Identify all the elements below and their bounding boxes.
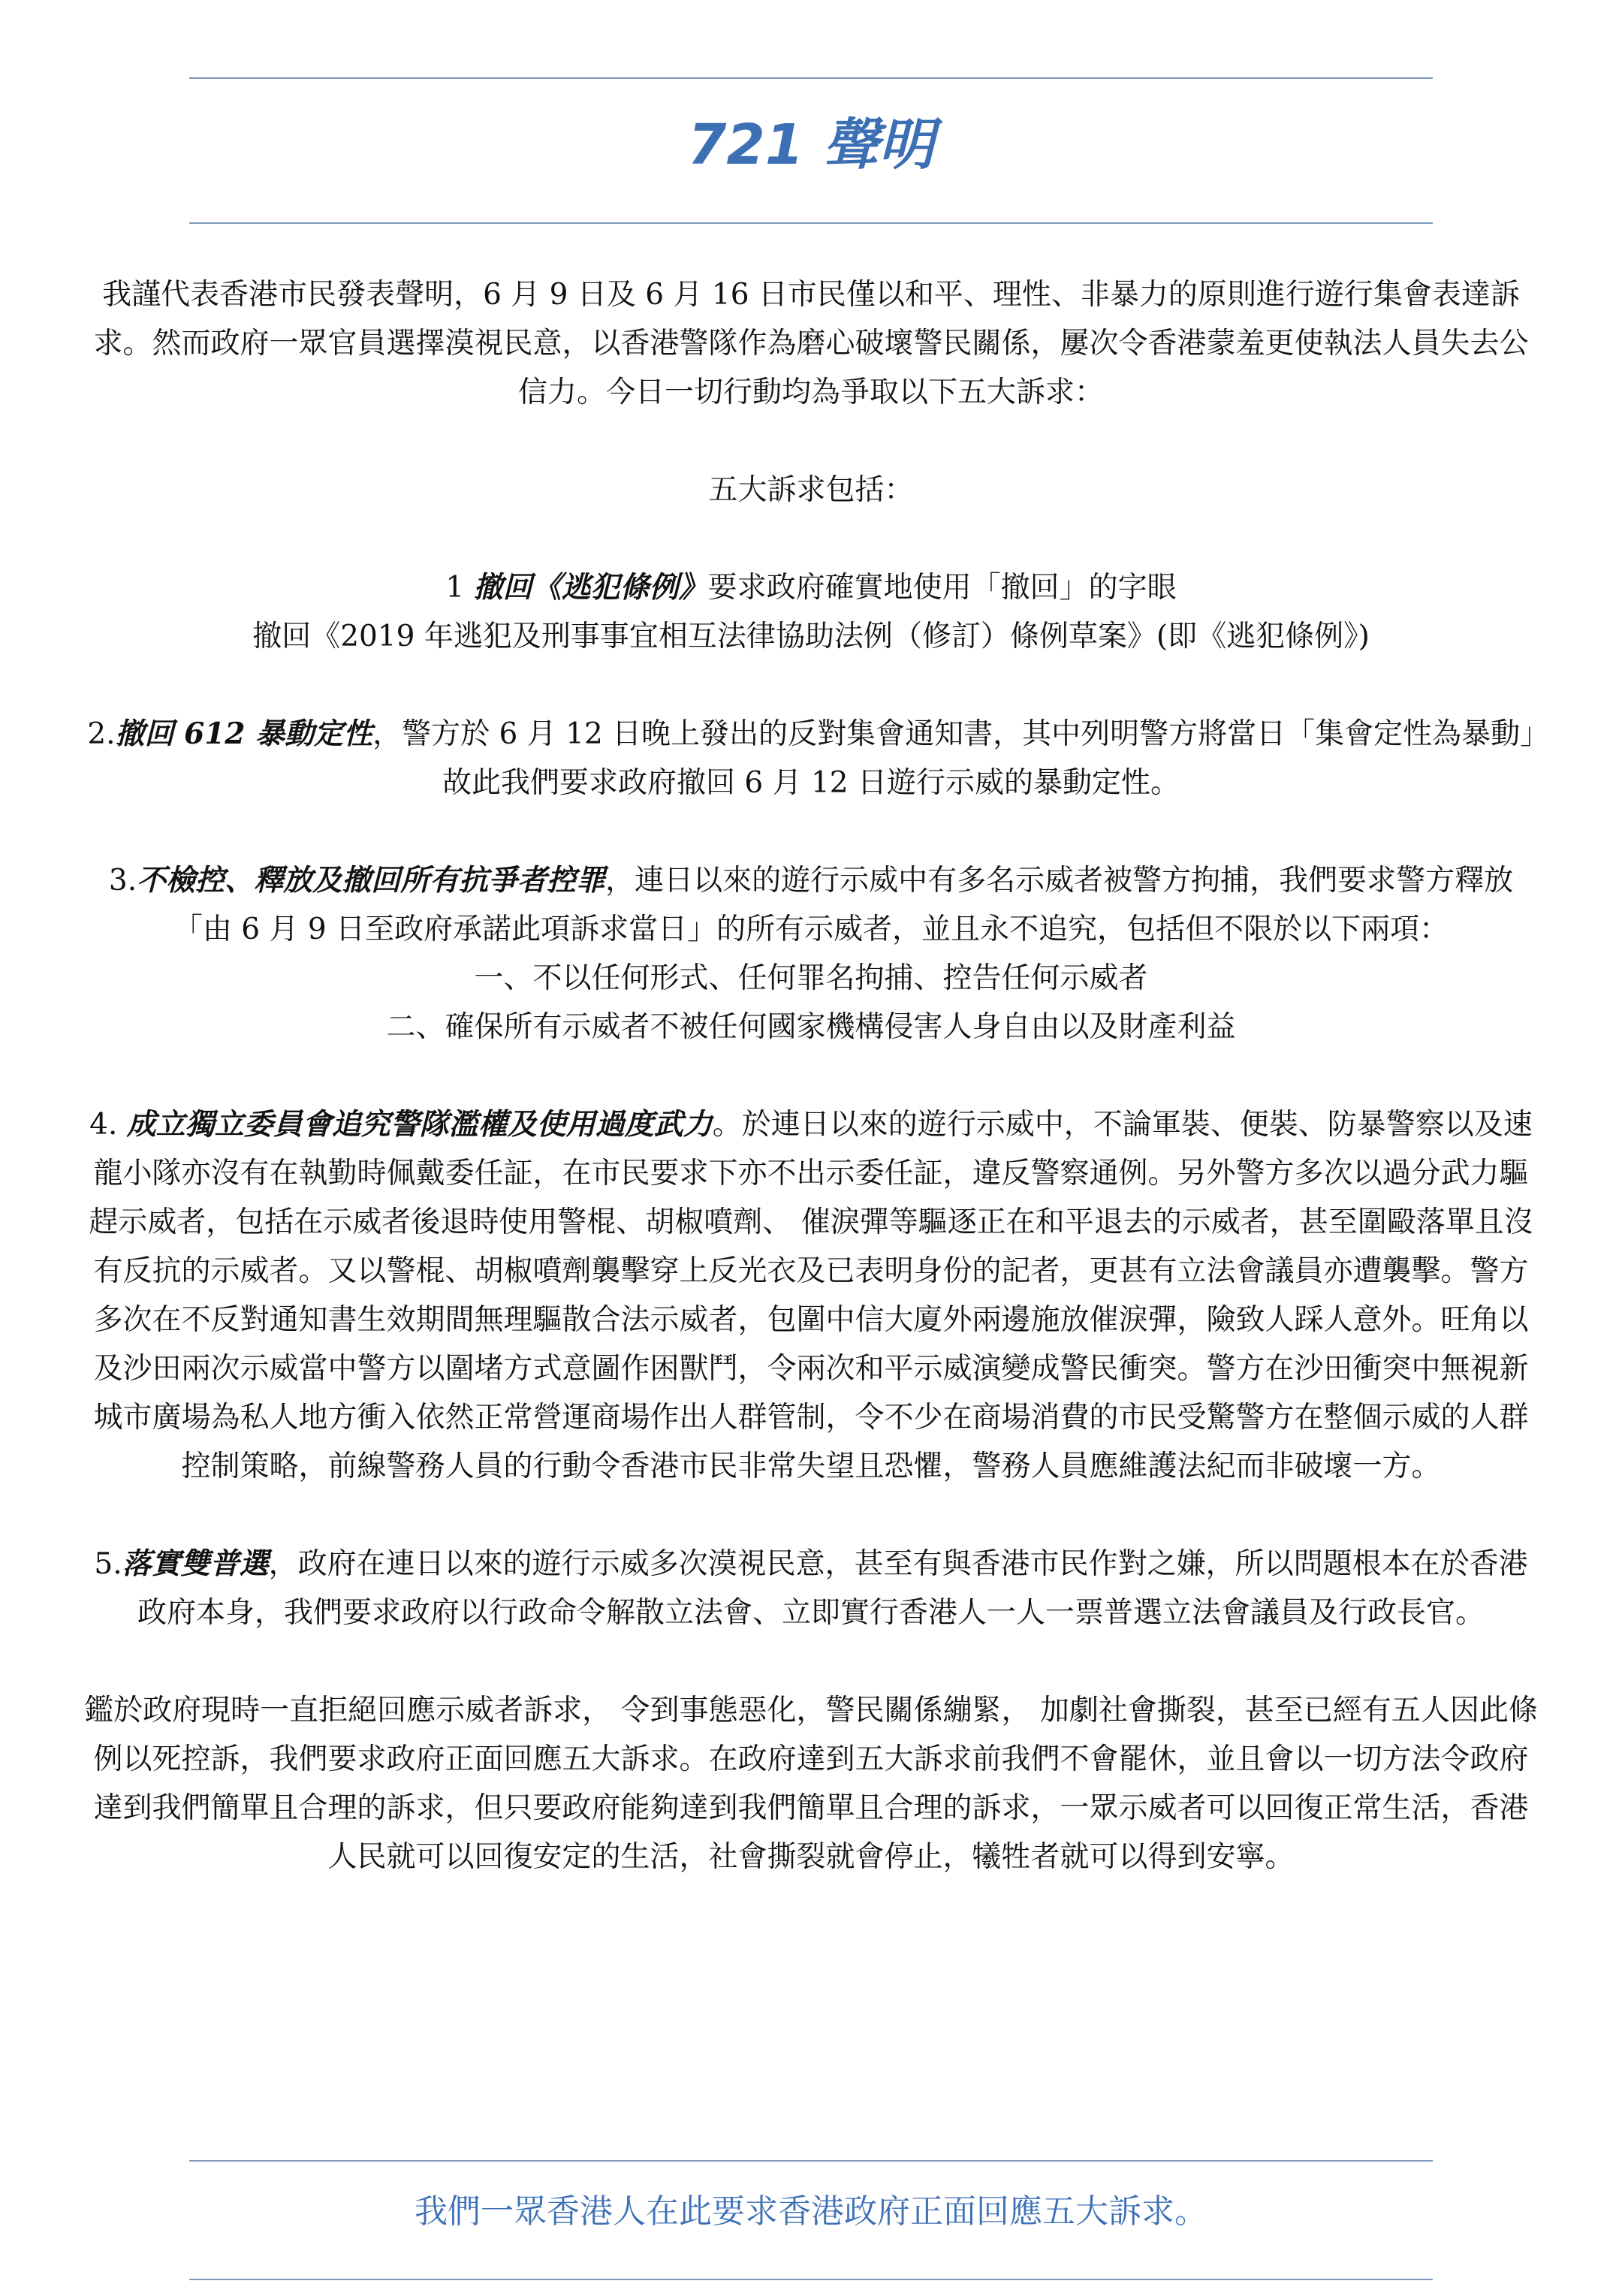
demand-5-number: 5.	[94, 1547, 122, 1581]
demand-2	[83, 710, 1539, 807]
demand-4	[83, 1100, 1539, 1491]
demand-5-text: ，政府在連日以來的遊行示威多次漠視民意，甚至有與香港市民作對之嫌，所以問題根本在於香港政府本身，我們要求政府以行政命令解散立法會、立即實行香港人一人一票普選立法會議員及行政長官。	[137, 1547, 1528, 1630]
intro-paragraph: 我謹代表香港市民發表聲明，6 月 9 日及 6 月 16 日市民僅以和平、理性、非暴力的原則進行遊行集會表達訴求。然而政府一眾官員選擇漠視民意，以香港警隊作為磨心破壞警民關係，屢次令香港蒙羞更使執法人員失去公信力。今日一切行動均為爭取以下五大訴求：	[93, 278, 1529, 409]
demand-3-item-2: 二、確保所有示威者不被任何國家機構侵害人身自由以及財產利益	[386, 1010, 1236, 1044]
demand-3-text: ，連日以來的遊行示威中有多名示威者被警方拘捕，我們要求警方釋放「由 6 月 9 日至政府承諾此項訴求當日」的所有示威者，並且永不追究，包括但不限於以下兩項：	[173, 864, 1514, 946]
demand-2-title: 撤回 612 暴動定性	[115, 717, 373, 751]
demand-2-text: ，警方於 6 月 12 日晚上發出的反對集會通知書，其中列明警方將當日「集會定性為暴動」故此我們要求政府撤回 6 月 12 日遊行示威的暴動定性。	[372, 717, 1535, 800]
footer-statement: 我們一眾香港人在此要求香港政府正面回應五大訴求。	[415, 2192, 1207, 2231]
demand-2-number: 2.	[87, 717, 116, 751]
demands-heading: 五大訴求包括：	[708, 473, 914, 507]
demand-1	[83, 563, 1539, 612]
demand-3	[83, 856, 1539, 954]
footer-bottom-rule	[189, 2279, 1433, 2280]
demand-4-title: 成立獨立委員會追究警隊濫權及使用過度武力	[126, 1107, 713, 1142]
demand-1-detail: 撤回《2019 年逃犯及刑事事宜相互法律協助法例（修訂）條例草案》(即《逃犯條例》)	[252, 620, 1370, 653]
demand-1-title: 撤回《逃犯條例》	[473, 570, 708, 605]
demand-3-item-1: 一、不以任何形式、任何罪名拘捕、控告任何示威者	[474, 961, 1148, 995]
demand-4-number: 4.	[89, 1108, 127, 1142]
demand-5	[83, 1540, 1539, 1637]
top-rule	[189, 77, 1433, 79]
statement-body	[83, 270, 1539, 1881]
document-title: 721 聲明	[687, 113, 935, 177]
demand-5-title: 落實雙普選	[122, 1546, 269, 1581]
demand-3-title: 不檢控、釋放及撤回所有抗爭者控罪	[137, 863, 606, 898]
demand-1-number: 1	[445, 571, 474, 605]
conclusion-paragraph: 鑑於政府現時一直拒絕回應示威者訴求， 令到事態惡化，警民關係繃緊， 加劇社會撕裂，甚至已經有五人因此條例以死控訴，我們要求政府正面回應五大訴求。在政府達到五大訴求前我們不會罷休，並且會以一切方法令政府達到我們簡單且合理的訴求，但只要政府能夠達到我們簡單且合理的訴求，一眾示威者可以回復正常生活，香港人民就可以回復安定的生活，社會撕裂就會停止，犧牲者就可以得到安寧。	[84, 1694, 1538, 1874]
demand-4-text: 。於連日以來的遊行示威中，不論軍裝、便裝、防暴警察以及速龍小隊亦沒有在執勤時佩戴委任証，在市民要求下亦不出示委任証，違反警察通例。另外警方多次以過分武力驅趕示威者，包括在示威者後退時使用警棍、胡椒噴劑、 催淚彈等驅逐正在和平退去的示威者，甚至圍毆落單且沒有反抗的示威者。又以警棍、胡椒噴劑襲擊穿上反光衣及已表明身份的記者，更甚有立法會議員亦遭襲擊。警方多次在不反對通知書生效期間無理驅散合法示威者，包圍中信大廈外兩邊施放催淚彈，險致人踩人意外。旺角以及沙田兩次示威當中警方以圍堵方式意圖作困獸鬥，令兩次和平示威演變成警民衝突。警方在沙田衝突中無視新城市廣場為私人地方衝入依然正常營運商場作出人群管制，令不少在商場消費的市民受驚警方在整個示威的人群控制策略，前線警務人員的行動令香港市民非常失望且恐懼，警務人員應維護法紀而非破壞一方。	[89, 1108, 1533, 1483]
demand-3-number: 3.	[108, 864, 137, 898]
demand-1-text: 要求政府確實地使用「撤回」的字眼	[707, 571, 1177, 605]
footer-top-rule	[189, 2160, 1433, 2162]
title-underline	[189, 222, 1433, 224]
